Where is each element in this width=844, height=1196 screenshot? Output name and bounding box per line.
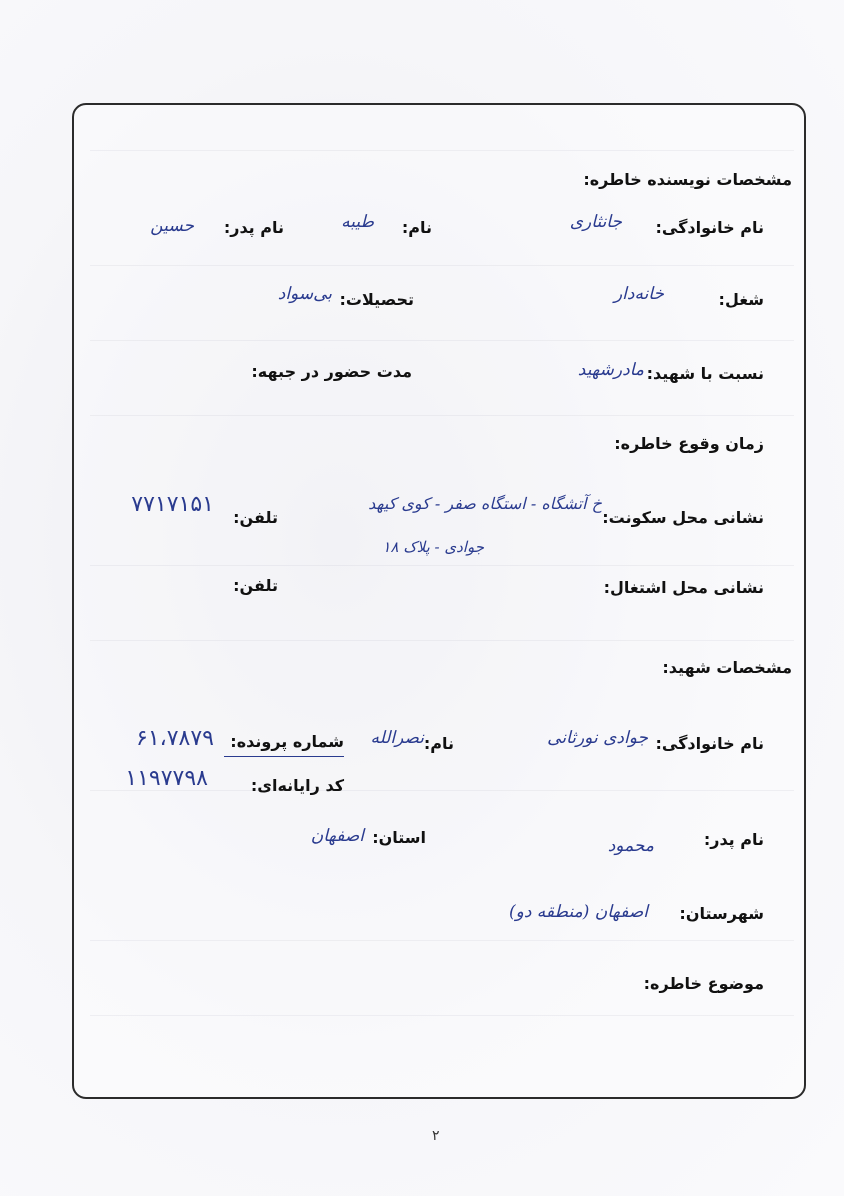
home-address-value-2: جوادی - پلاک ۱۸ (382, 538, 484, 556)
computer-code-label: کد رایانه‌ای: (250, 776, 344, 795)
writer-education-value: بی‌سواد (277, 284, 332, 304)
writer-last-name-label: نام خانوادگی: (655, 218, 764, 237)
writer-section-heading: مشخصات نویسنده خاطره: (583, 170, 792, 189)
file-number-label: شماره پرونده: (230, 732, 344, 751)
province-label: استان: (372, 828, 426, 847)
computer-code-value: ۱۱۹۷۷۹۸ (125, 766, 208, 791)
file-number-underline (224, 756, 344, 757)
page-number: ۲ (432, 1128, 440, 1144)
province-value: اصفهان (310, 826, 364, 846)
home-phone-label: تلفن: (233, 508, 278, 527)
home-address-label: نشانی محل سکونت: (602, 508, 764, 527)
work-address-label: نشانی محل اشتغال: (603, 578, 764, 597)
martyr-father-name-value: محمود (607, 836, 654, 856)
martyr-first-name-label: نام: (423, 734, 454, 753)
martyr-first-name-value: نصرالله (370, 728, 424, 748)
home-address-value: خ آتشگاه - استگاه صفر - کوی کیهد (368, 494, 602, 513)
front-duration-label: مدت حضور در جبهه: (251, 362, 412, 381)
home-phone-value: ۷۷۱۷۱۵۱ (131, 492, 214, 517)
writer-last-name-value: جانثاری (569, 212, 622, 232)
martyr-section-heading: مشخصات شهید: (662, 658, 792, 677)
martyr-father-name-label: نام پدر: (703, 830, 764, 849)
writer-first-name-value: طیبه (341, 212, 374, 232)
memory-subject-label: موضوع خاطره: (643, 974, 764, 993)
martyr-last-name-value: جوادی نورثانی (547, 728, 648, 748)
writer-education-label: تحصیلات: (339, 290, 414, 309)
work-phone-label: تلفن: (233, 576, 278, 595)
writer-relation-value: مادرشهید (577, 360, 644, 380)
city-value: اصفهان (منطقه دو) (508, 902, 648, 922)
file-number-value: ۶۱،۷۸۷۹ (136, 726, 214, 751)
writer-relation-label: نسبت با شهید: (646, 364, 764, 383)
writer-job-label: شغل: (718, 290, 764, 309)
writer-job-value: خانه‌دار (613, 284, 664, 304)
city-label: شهرستان: (679, 904, 764, 923)
writer-first-name-label: نام: (401, 218, 432, 237)
memory-time-label: زمان وقوع خاطره: (614, 434, 764, 453)
writer-father-name-value: حسین (150, 216, 194, 236)
martyr-last-name-label: نام خانوادگی: (655, 734, 764, 753)
writer-father-name-label: نام پدر: (223, 218, 284, 237)
form-frame (72, 103, 806, 1099)
